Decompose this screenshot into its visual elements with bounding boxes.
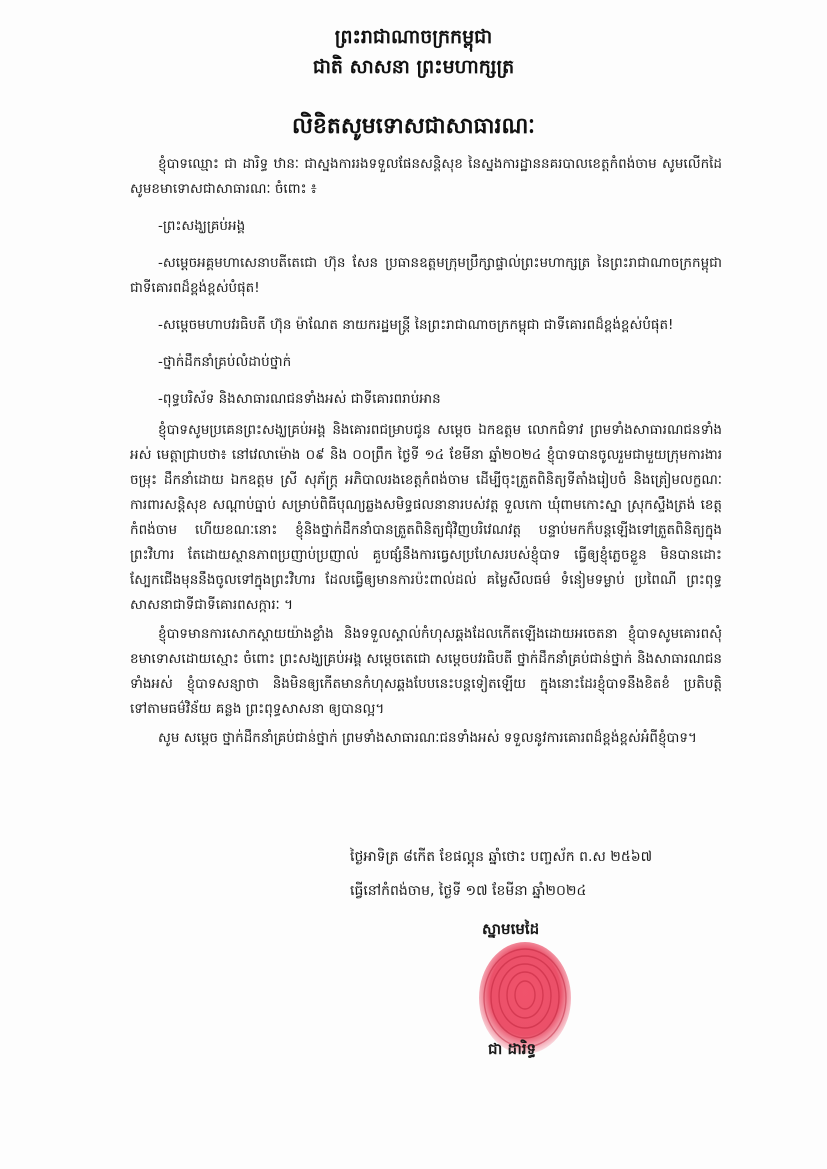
letter-body (130, 152, 722, 755)
motto-heading: ជាតិ សាសនា ព្រះមហាក្សត្រ (312, 56, 515, 78)
kingdom-heading: ព្រះរាជាណាចក្រកម្ពុជា (334, 26, 493, 48)
document-title: លិខិតសូមទោសជាសាធារណៈ (291, 113, 536, 139)
recipient-item: -ព្រះសង្ឃគ្រប់អង្គ (158, 218, 246, 234)
recipient-item: -សម្តេចអគ្គមហាសេនាបតីតេជោ ហ៊ុន សែន ប្រធានឧត្តមក្រុមប្រឹក្សាផ្ទាល់ព្រះមហាក្សត្រ នៃព្រះរាជាណាចក្រកម្ពុជា ជាទីគោរពដ៏ខ្ពង់ខ្ពស់បំផុត! (130, 255, 722, 296)
intro-paragraph: ខ្ញុំបាទឈ្មោះ ជា ដារិទ្ធ ឋានៈ ជាស្នងការរងទទួលផែនសន្តិសុខ នៃស្នងការដ្ឋាននគរបាលខេត្តកំពង់ចាម សូមលើកដៃសូមខមាទោសជាសាធារណៈ ចំពោះ ៖ (130, 156, 722, 197)
recipient-item: -សម្តេចមហាបវរធិបតី ហ៊ុន ម៉ាណែត នាយករដ្ឋមន្ត្រី នៃព្រះរាជាណាចក្រកម្ពុជា ជាទីគោរពដ៏ខ្ពង់ខ្ពស់បំផុត! (158, 317, 674, 333)
signature-label: ស្នាមមេដៃ (482, 920, 540, 938)
signer-name: ជា ដារិទ្ធ (488, 1040, 537, 1058)
date-block (350, 840, 730, 908)
recipient-item: -ពុទ្ធបរិស័ទ និងសាធារណជនទាំងអស់ ជាទីគោរពរាប់អាន (158, 391, 441, 407)
closing-paragraph: សូម សម្តេច ថ្នាក់ដឹកនាំគ្រប់ជាន់ថ្នាក់ ព្រមទាំងសាធារណៈជនទាំងអស់ ទទួលនូវការគោរពដ៏ខ្ពង់ខ្ពស់អំពីខ្ញុំបាទ។ (158, 730, 697, 746)
place-date: ធ្វើនៅកំពង់ចាម, ថ្ងៃទី ១៧ ខែមីនា ឆ្នាំ២០២៤ (350, 883, 587, 899)
letter-header (0, 22, 827, 82)
explanation-paragraph: ខ្ញុំបាទសូមប្រគេនព្រះសង្ឃគ្រប់អង្គ និងគោរពជម្រាបជូន សម្តេច ឯកឧត្តម លោកជំទាវ ព្រមទាំងសាធារណជនទាំងអស់ មេត្តាជ្រាបថា៖ នៅវេលាម៉ោង ០៩ និង ០០ព្រឹក ថ្ងៃទី ១៤ ខែមីនា ឆ្នាំ២០២៤ ខ្ញុំបាទបានចូលរួមជាមួយក្រុមការងារចម្រុះ ដឹកនាំដោយ ឯកឧត្តម ស្រី សុភ័ក្រ្ត អភិបាលរងខេត្តកំពង់ចាម ដើម្បីចុះត្រួតពិនិត្យទីតាំងរៀបចំ និងត្រៀមលក្ខណៈការពារសន្តិសុខ សណ្តាប់ធ្នាប់ សម្រាប់ពិធីបុណ្យឆ្លងសមិទ្ធផលនានារបស់វត្ត ទួលកោ ឃុំពាមកោះស្នា ស្រុកស្ទឹងត្រង់ ខេត្តកំពង់ចាម ហើយខណៈនោះ ខ្ញុំនិងថ្នាក់ដឹកនាំបានត្រួតពិនិត្យជុំវិញបរិវេណវត្ត បន្ទាប់មកក៏បន្តឡើងទៅត្រួតពិនិត្យក្នុងព្រះវិហារ តែដោយស្ថានភាពប្រញាប់ប្រញាល់ គួបផ្សំនឹងការធ្វេសប្រហែសរបស់ខ្ញុំបាទ ធ្វើឲ្យខ្ញុំភ្លេចខ្លួន មិនបានដោះស្បែកជើងមុននឹងចូលទៅក្នុងព្រះវិហារ ដែលធ្វើឲ្យមានការប៉ះពាល់ដល់ គម្លៃសីលធម៌ ទំនៀមទម្លាប់ ប្រពៃណី ព្រះពុទ្ធសាសនាជាទីជាទីគោរពសក្ការៈ ។ (130, 422, 722, 613)
recipient-item: -ថ្នាក់ដឹកនាំគ្រប់លំដាប់ថ្នាក់ (158, 354, 292, 370)
lunar-date: ថ្ងៃអាទិត្រ ៨កើត ខែផល្គុន ឆ្នាំថោះ បញ្ចស័ក ព.ស ២៥៦៧ (350, 849, 653, 865)
apology-paragraph: ខ្ញុំបាទមានការសោកស្តាយយ៉ាងខ្លាំង និងទទួលស្គាល់កំហុសឆ្គងដែលកើតឡើងដោយអចេតនា ខ្ញុំបាទសូមគោរពសុំខមាទោសដោយស្មោះ ចំពោះ ព្រះសង្ឃគ្រប់អង្គ សម្តេចតេជោ សម្តេចបវរធិបតី ថ្នាក់ដឹកនាំគ្រប់ជាន់ថ្នាក់ និងសាធារណជនទាំងអស់ ខ្ញុំបាទសន្យាថា និងមិនឲ្យកើតមានកំហុសឆ្គងបែបនេះបន្តទៀតឡើយ ក្នុងនោះដែរខ្ញុំបាទនឹងខិតខំ ប្រតិបត្តិទៅតាមធម៌វិន័យ គន្លង ព្រះពុទ្ធសាសនា ឲ្យបានល្អ។ (130, 626, 722, 717)
